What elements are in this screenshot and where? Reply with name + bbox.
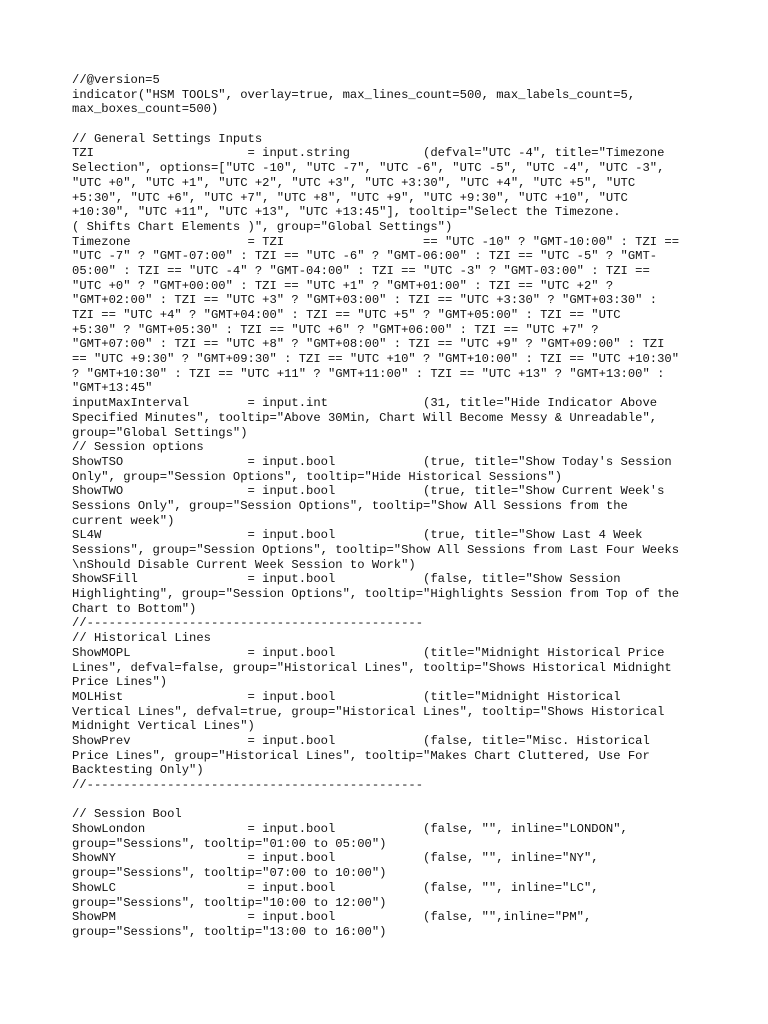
code-line: ShowMOPL = input.bool (title="Midnight Historical Price <box>72 645 665 660</box>
code-line: ( Shifts Chart Elements )", group="Global Settings") <box>72 219 453 234</box>
code-line: Vertical Lines", defval=true, group="Historical Lines", tooltip="Shows Historical <box>72 704 665 719</box>
code-line: Price Lines") <box>72 675 168 690</box>
code-line: ? "GMT+10:30" : TZI == "UTC +11" ? "GMT+11:00" : TZI == "UTC +13" ? "GMT+13:00" : <box>72 366 665 381</box>
code-line: "GMT+07:00" : TZI == "UTC +8" ? "GMT+08:00" : TZI == "UTC +9" ? "GMT+09:00" : TZI <box>72 337 665 352</box>
code-line: \nShould Disable Current Week Session to Work") <box>72 557 416 572</box>
code-line: //@version=5 <box>72 73 160 87</box>
code-line: Midnight Vertical Lines") <box>72 719 255 734</box>
code-line: group="Sessions", tooltip="01:00 to 05:00") <box>72 836 387 851</box>
code-line: Sessions", group="Session Options", tooltip="Show All Sessions from Last Four Weeks <box>72 543 680 557</box>
code-line: Only", group="Session Options", tooltip="Hide Historical Sessions") <box>72 469 563 484</box>
code-line: ShowLC = input.bool (false, "", inline="LC", <box>72 880 599 895</box>
code-line: TZI = input.string (defval="UTC -4", title="Timezone <box>72 146 665 161</box>
code-line <box>72 793 712 808</box>
code-line: // Historical Lines <box>72 631 211 646</box>
code-line: ShowPrev = input.bool (false, title="Misc. Historical <box>72 733 650 748</box>
code-line: Backtesting Only") <box>72 763 204 778</box>
code-line: "GMT+13:45" <box>72 381 153 396</box>
code-line: //---------------------------------------------- <box>72 778 424 792</box>
code-line: ShowSFill = input.bool (false, title="Show Session <box>72 572 621 587</box>
code-line: Chart to Bottom") <box>72 601 197 616</box>
code-line: ShowTWO = input.bool (true, title="Show Current Week's <box>72 484 665 499</box>
code-line: SL4W = input.bool (true, title="Show Last 4 Week <box>72 528 643 543</box>
code-line: "UTC +0", "UTC +1", "UTC +2", "UTC +3", "UTC +3:30", "UTC +4", "UTC +5", "UTC <box>72 175 636 190</box>
code-line: max_boxes_count=500) <box>72 102 219 117</box>
code-line: // Session Bool <box>72 807 182 822</box>
code-line: ShowTSO = input.bool (true, title="Show Today's Session <box>72 454 672 469</box>
code-line: group="Sessions", tooltip="13:00 to 16:00") <box>72 924 387 939</box>
code-line: ShowLondon = input.bool (false, "", inline="LONDON", <box>72 822 628 837</box>
code-line: Specified Minutes", tooltip="Above 30Min, Chart Will Become Messy & Unreadable", <box>72 410 658 425</box>
code-line: TZI == "UTC +4" ? "GMT+04:00" : TZI == "UTC +5" ? "GMT+05:00" : TZI == "UTC <box>72 308 621 322</box>
code-line: //---------------------------------------------- <box>72 616 424 631</box>
code-line: group="Sessions", tooltip="10:00 to 12:00") <box>72 895 387 910</box>
code-line: +10:30", "UTC +11", "UTC +13", "UTC +13:45"], tooltip="Select the Timezone. <box>72 205 621 220</box>
code-line: Sessions Only", group="Session Options", tooltip="Show All Sessions from the <box>72 498 628 513</box>
code-line: +5:30" ? "GMT+05:30" : TZI == "UTC +6" ? "GMT+06:00" : TZI == "UTC +7" ? <box>72 322 599 337</box>
code-line: "UTC +0" ? "GMT+00:00" : TZI == "UTC +1" ? "GMT+01:00" : TZI == "UTC +2" ? <box>72 278 614 293</box>
code-line: // General Settings Inputs <box>72 131 263 146</box>
code-line: inputMaxInterval = input.int (31, title="Hide Indicator Above <box>72 396 658 411</box>
code-line: Selection", options=["UTC -10", "UTC -7", "UTC -6", "UTC -5", "UTC -4", "UTC -3", <box>72 161 665 176</box>
code-line: group="Sessions", tooltip="07:00 to 10:00") <box>72 866 387 881</box>
code-line: 05:00" : TZI == "UTC -4" ? "GMT-04:00" : TZI == "UTC -3" ? "GMT-03:00" : TZI == <box>72 263 650 278</box>
code-line: "UTC -7" ? "GMT-07:00" : TZI == "UTC -6" ? "GMT-06:00" : TZI == "UTC -5" ? "GMT- <box>72 249 658 264</box>
code-line: Lines", defval=false, group="Historical Lines", tooltip="Shows Historical Midnight <box>72 660 672 675</box>
code-line: current week") <box>72 513 175 528</box>
code-line: == "UTC +9:30" ? "GMT+09:30" : TZI == "UTC +10" ? "GMT+10:00" : TZI == "UTC +10:30" <box>72 352 680 367</box>
code-page <box>72 73 712 940</box>
code-line: // Session options <box>72 440 204 455</box>
code-line: MOLHist = input.bool (title="Midnight Historical <box>72 689 621 704</box>
code-line: ShowNY = input.bool (false, "", inline="NY", <box>72 851 599 866</box>
code-line: ShowPM = input.bool (false, "",inline="PM", <box>72 910 592 925</box>
code-line: +5:30", "UTC +6", "UTC +7", "UTC +8", "UTC +9", "UTC +9:30", "UTC +10", "UTC <box>72 190 628 205</box>
code-line: "GMT+02:00" : TZI == "UTC +3" ? "GMT+03:00" : TZI == "UTC +3:30" ? "GMT+03:30" : <box>72 293 658 308</box>
code-line: Price Lines", group="Historical Lines", tooltip="Makes Chart Cluttered, Use For <box>72 748 650 763</box>
code-line: indicator("HSM TOOLS", overlay=true, max_lines_count=500, max_labels_count=5, <box>72 87 636 102</box>
code-line: Timezone = TZI == "UTC -10" ? "GMT-10:00" : TZI == <box>72 234 680 249</box>
code-line: group="Global Settings") <box>72 425 248 440</box>
code-line: Highlighting", group="Session Options", tooltip="Highlights Session from Top of the <box>72 587 680 602</box>
code-line <box>72 117 712 132</box>
